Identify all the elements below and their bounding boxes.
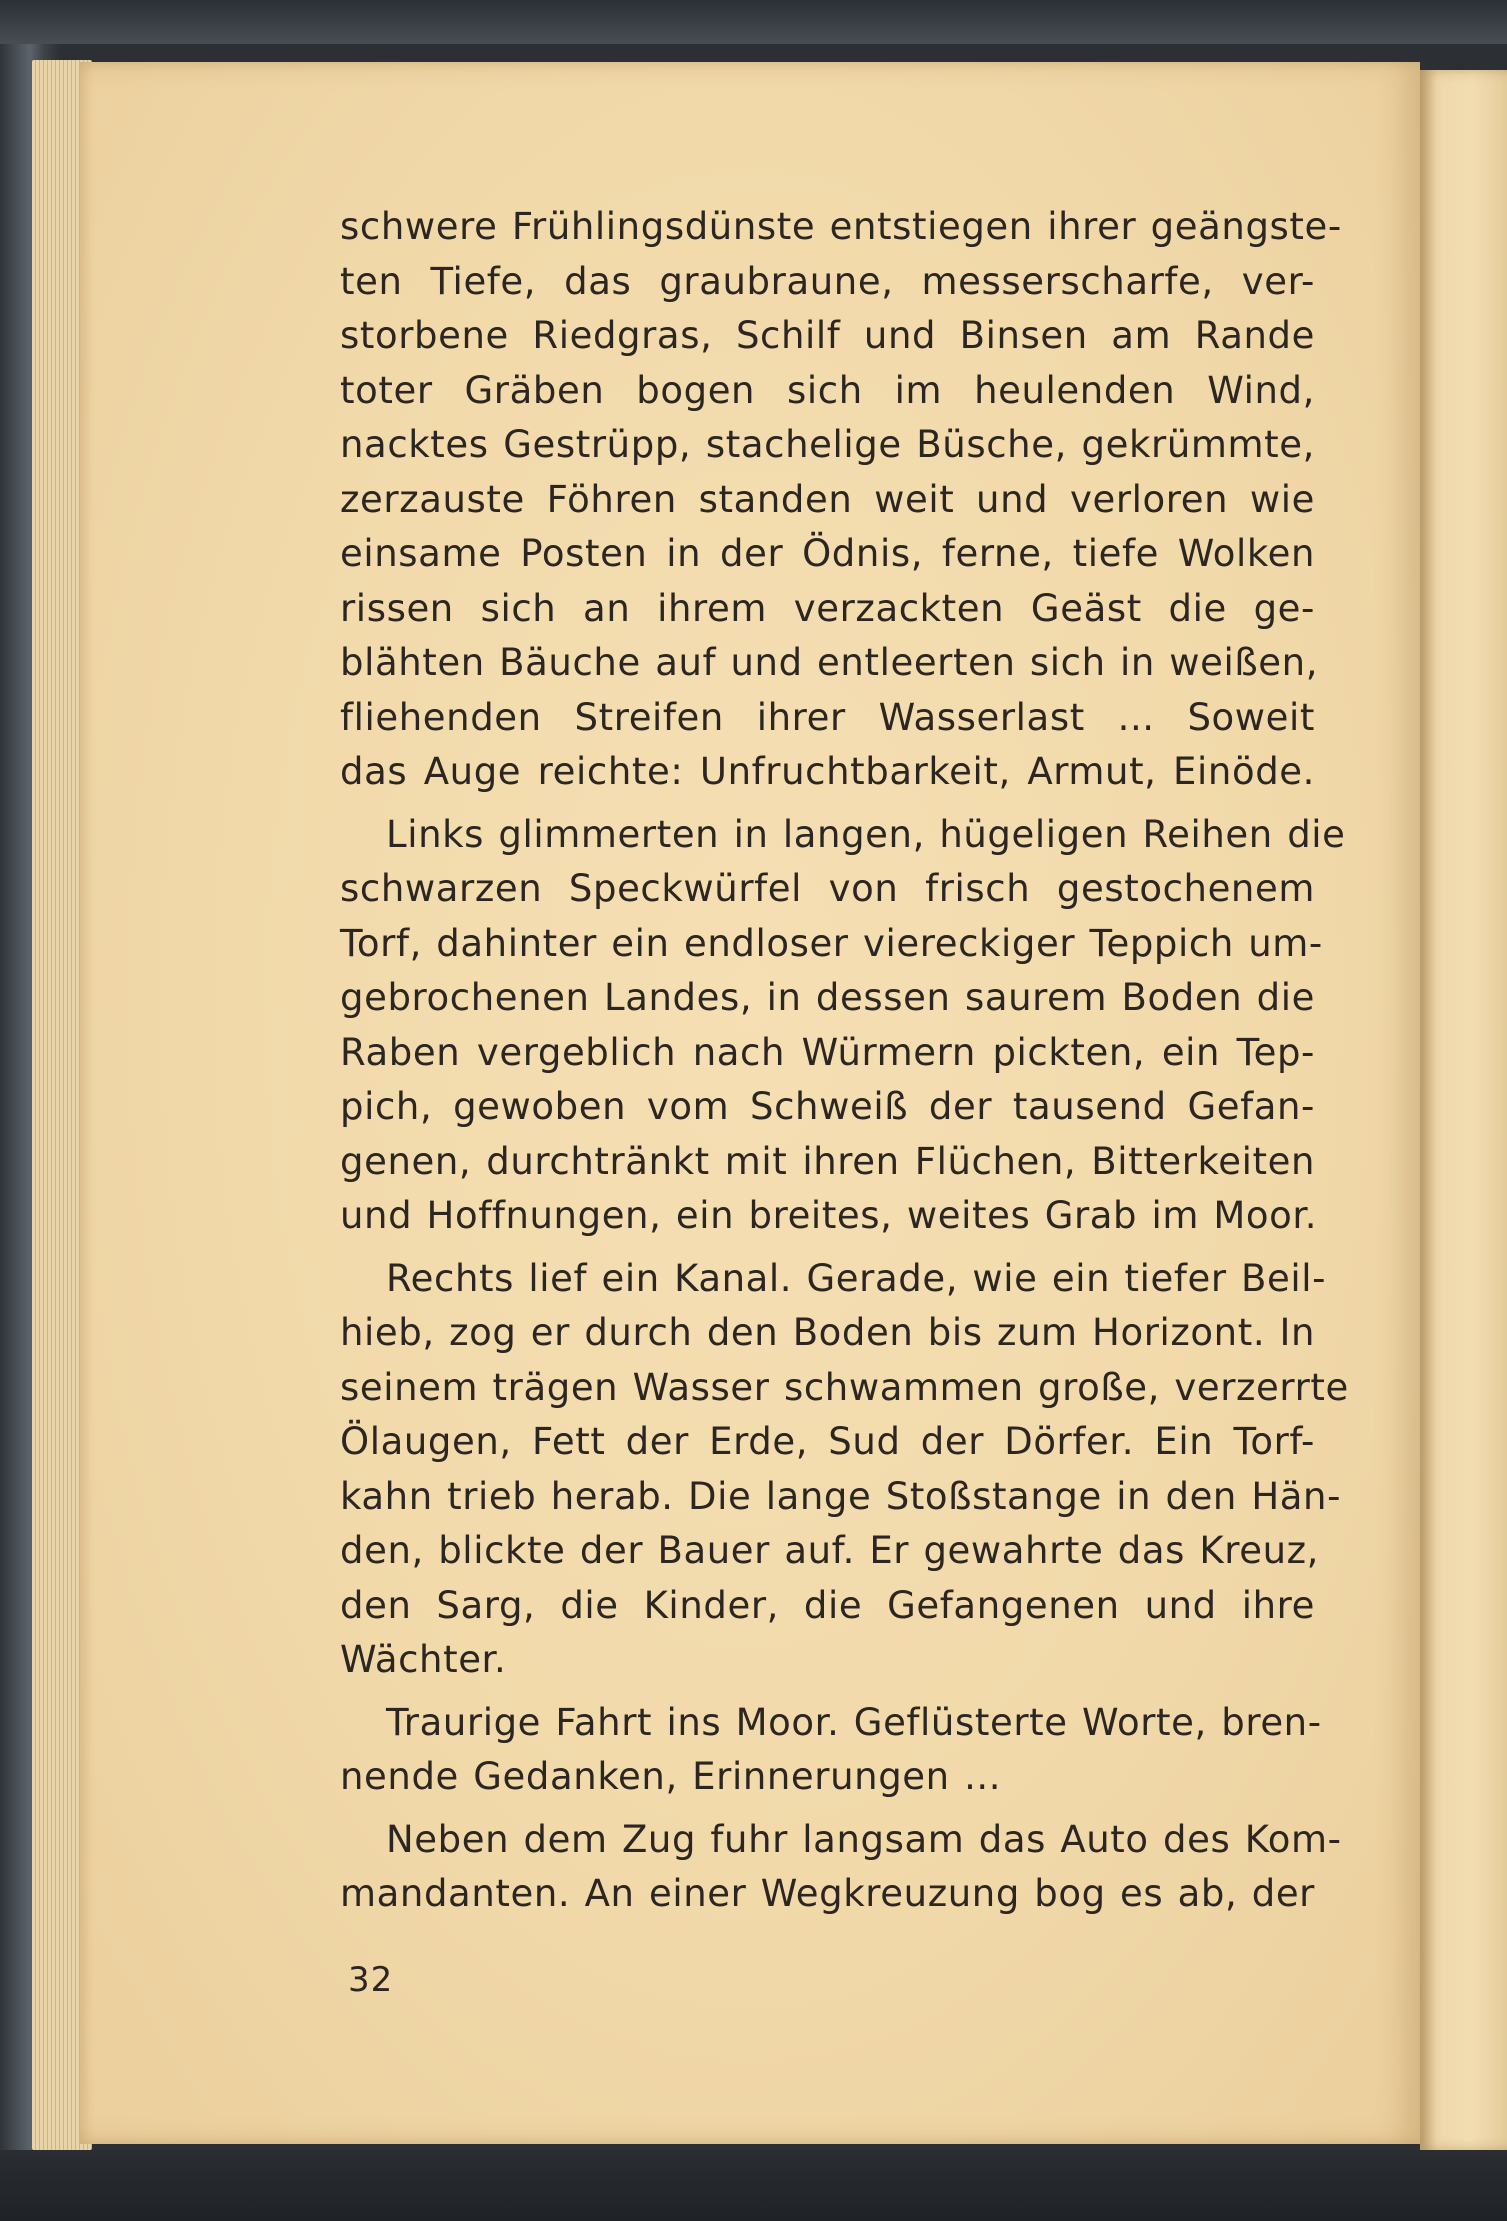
text-line: und Hoffnungen, ein breites, weites Grab im Moor. [340,1194,1318,1237]
page-text [340,200,1349,1922]
text-line: Traurige Fahrt ins Moor. Geflüsterte Worte, bren- [386,1700,1322,1744]
cover-bottom-edge [0,2150,1507,2221]
text-line: schwere Frühlingsdünste entstiegen ihrer geängste- [340,205,1342,248]
text-line: das Auge reichte: Unfruchtbarkeit, Armut, Einöde. [340,750,1315,793]
text-line: den Sarg, die Kinder, die Gefangenen und ihre [340,1583,1315,1627]
paragraph-2 [340,808,1346,1244]
text-line: den, blickte der Bauer auf. Er gewahrte das Kreuz, [340,1529,1320,1572]
text-line: kahn trieb herab. Die lange Stoßstange in den Hän- [340,1474,1342,1518]
paragraph-3 [340,1252,1349,1688]
text-line: Torf, dahinter ein endloser viereckiger Teppich um- [340,921,1323,965]
text-line: blähten Bäuche auf und entleerten sich in weißen, [340,641,1319,684]
text-line: gebrochenen Landes, in dessen saurem Boden die [340,976,1315,1019]
paragraph-1 [340,200,1342,800]
text-line: hieb, zog er durch den Boden bis zum Horizont. In [340,1311,1316,1354]
text-line: zerzauste Föhren standen weit und verloren wie [340,477,1315,521]
text-line: Raben vergeblich nach Würmern pickten, ein Tep- [340,1030,1315,1074]
text-line: nende Gedanken, Erinnerungen ... [340,1755,1002,1798]
text-line: storbene Riedgras, Schilf und Binsen am Rande [340,314,1315,357]
paragraph-5 [340,1813,1342,1922]
text-line: Neben dem Zug fuhr langsam das Auto des Kom- [386,1817,1342,1861]
text-line: schwarzen Speckwürfel von frisch gestochenem [340,867,1315,910]
text-line: Ölaugen, Fett der Erde, Sud der Dörfer. Ein Torf- [340,1420,1315,1463]
text-line: Links glimmerten in langen, hügeligen Reihen die [386,812,1346,856]
text-line: genen, durchtränkt mit ihren Flüchen, Bitterkeiten [340,1139,1315,1183]
paragraph-4 [340,1696,1322,1805]
text-line: toter Gräben bogen sich im heulenden Wind, [340,368,1315,412]
cover-top-edge [0,0,1507,44]
text-line: rissen sich an ihrem verzackten Geäst die ge- [340,586,1315,630]
text-line: mandanten. An einer Wegkreuzung bog es ab, der [340,1872,1315,1915]
text-line: seinem trägen Wasser schwammen große, verzerrte [340,1365,1349,1409]
text-line: nacktes Gestrüpp, stachelige Büsche, gekrümmte, [340,423,1315,466]
text-line: pich, gewoben vom Schweiß der tausend Gefan- [340,1085,1315,1128]
text-line: Rechts lief ein Kanal. Gerade, wie ein tiefer Beil- [386,1256,1327,1300]
page-number: 32 [348,1960,394,2000]
text-line: Wächter. [340,1638,507,1681]
facing-page-edge [1420,70,1507,2150]
text-line: fliehenden Streifen ihrer Wasserlast ... Soweit [340,695,1315,739]
text-line: ten Tiefe, das graubraune, messerscharfe, ver- [340,259,1315,303]
text-line: einsame Posten in der Ödnis, ferne, tiefe Wolken [340,532,1315,575]
